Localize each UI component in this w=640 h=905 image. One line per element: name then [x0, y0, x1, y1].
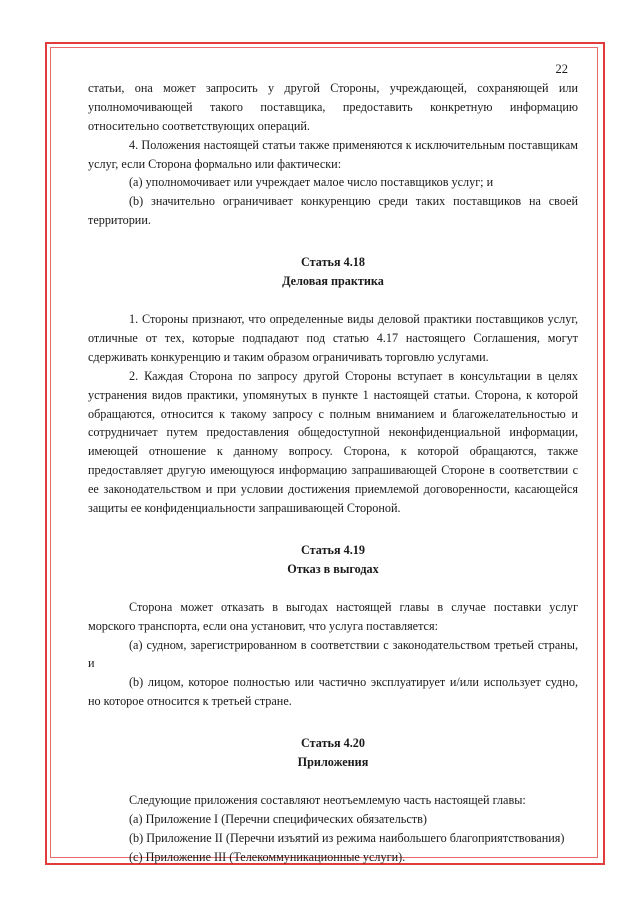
paragraph: статьи, она может запросить у другой Стороны, учреждающей, сохраняющей или уполномочивающей такого поставщика, предоставить конкретную информацию относительно соответствующих операций. — [88, 80, 578, 133]
article-heading — [88, 734, 578, 772]
article-title: Деловая практика — [282, 274, 384, 289]
paragraph: 2. Каждая Сторона по запросу другой Стороны вступает в консультации в целях устранения видов практики, упомянутых в пункте 1 настоящей статьи. Сторона, к которой обращаются, относится к такому запросу с полным вниманием и благожелательностью и сотрудничает путем предоставления общедоступной неконфиденциальной информации, имеющей отношение к данному вопросу. Сторона, к которой обращаются, также предоставляет другую имеющуюся информацию запрашивающей Стороне в соответствии с ее законодательством и при условии достижения приемлемой договоренности, касающейся защиты ее конфиденциальности запрашивающей Стороной. — [88, 368, 578, 516]
list-item: (a) судном, зарегистрированном в соответствии с законодательством третьей страны, и — [88, 637, 578, 671]
paragraph: Сторона может отказать в выгодах настоящей главы в случае поставки услуг морского транспорта, если она установит, что услуга поставляется: — [88, 599, 578, 633]
paragraph: 4. Положения настоящей статьи также применяются к исключительным поставщикам услуг, если Сторона формально или фактически: — [88, 137, 578, 171]
article-heading — [88, 541, 578, 579]
list-item: (b) Приложение II (Перечни изъятий из режима наибольшего благоприятствования) — [129, 830, 565, 845]
article-title: Приложения — [297, 755, 369, 770]
list-item: (a) Приложение I (Перечни специфических обязательств) — [129, 811, 427, 826]
paragraph: 1. Стороны признают, что определенные виды деловой практики поставщиков услуг, отличные от тех, которые подпадают под статью 4.17 настоящего Соглашения, могут сдерживать конкуренцию и таким образом ограничивать торговлю услугами. — [88, 311, 578, 364]
list-item: (c) Приложение III (Телекоммуникационные услуги). — [129, 849, 406, 864]
list-item: (a) уполномочивает или учреждает малое число поставщиков услуг; и — [129, 175, 494, 190]
article-number: Статья 4.20 — [301, 736, 365, 751]
article-number: Статья 4.19 — [301, 542, 365, 557]
paragraph: Следующие приложения составляют неотъемлемую часть настоящей главы: — [129, 793, 526, 807]
list-item: (b) значительно ограничивает конкуренцию среди таких поставщиков на своей территории. — [88, 194, 578, 228]
article-title: Отказ в выгодах — [287, 561, 379, 576]
page-number: 22 — [555, 62, 568, 76]
article-number: Статья 4.18 — [301, 255, 365, 270]
list-item: (b) лицом, которое полностью или частично эксплуатирует и/или использует судно, но которое относится к третьей стране. — [88, 675, 578, 709]
document-body — [88, 60, 578, 867]
article-heading — [88, 253, 578, 291]
